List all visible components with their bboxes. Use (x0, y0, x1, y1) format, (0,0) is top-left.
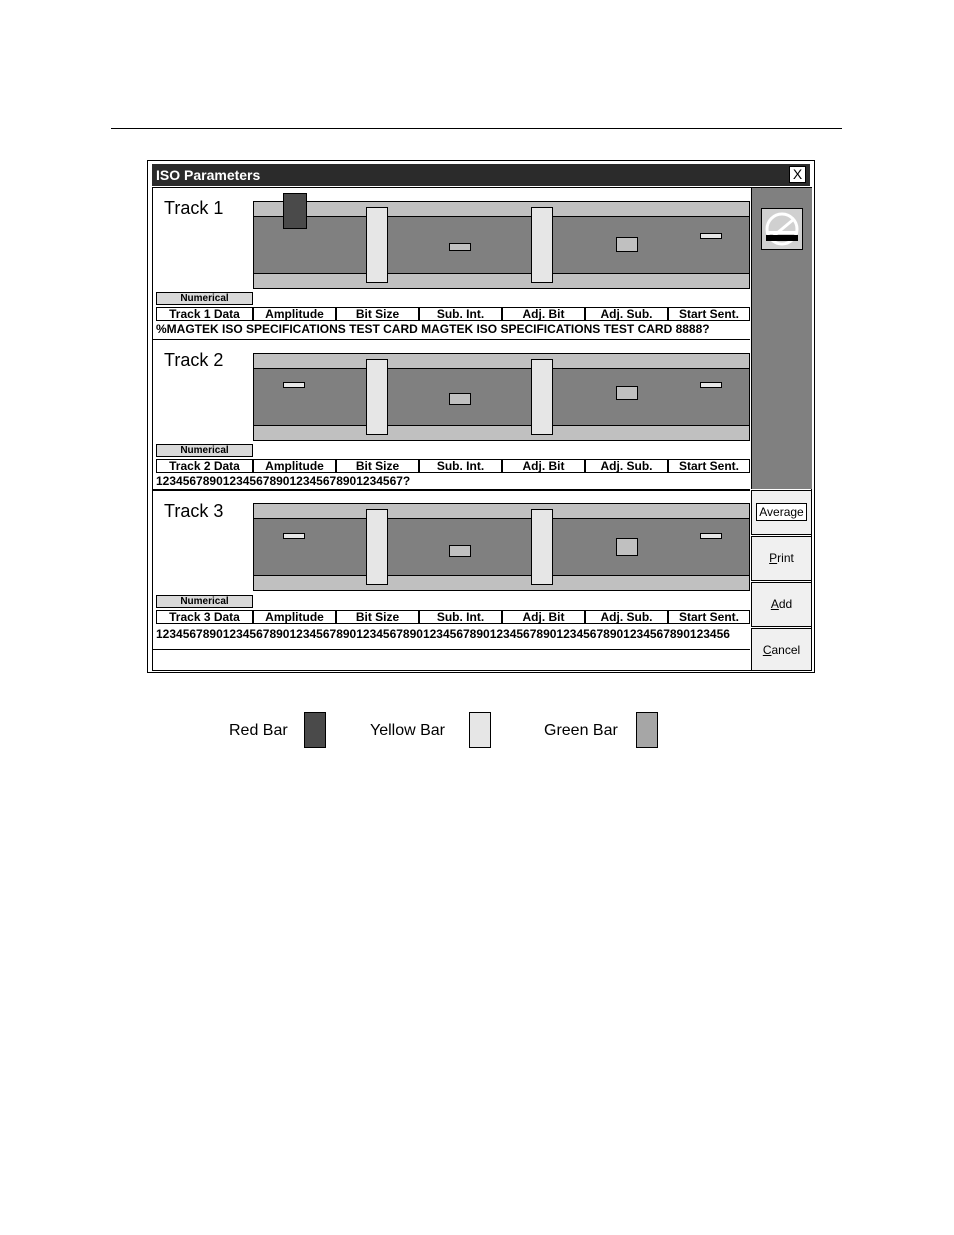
print-label: rint (777, 551, 794, 565)
col-bit-size[interactable]: Bit Size (336, 459, 419, 473)
legend-green-swatch (636, 712, 658, 748)
sub-int-marker (449, 545, 471, 557)
track-2-data: 1234567890123456789012345678901234567? (156, 474, 411, 488)
print-button[interactable] (751, 536, 812, 581)
average-button[interactable] (751, 490, 812, 535)
track-1-header-row (156, 307, 750, 321)
adj-sub-marker (616, 386, 638, 400)
start-sent-marker (700, 233, 722, 239)
col-adj-bit[interactable]: Adj. Bit (502, 307, 585, 321)
track-2-data-label: Track 2 Data (156, 459, 253, 473)
col-sub-int[interactable]: Sub. Int. (419, 459, 502, 473)
col-adj-sub[interactable]: Adj. Sub. (585, 610, 668, 624)
window-title: ISO Parameters (156, 167, 261, 183)
track-2 (153, 340, 750, 490)
adj-sub-marker (616, 538, 638, 556)
track-2-header-row (156, 459, 750, 473)
col-amplitude[interactable]: Amplitude (253, 307, 336, 321)
col-amplitude[interactable]: Amplitude (253, 610, 336, 624)
add-label: dd (778, 597, 793, 611)
col-amplitude[interactable]: Amplitude (253, 459, 336, 473)
track-1-data: %MAGTEK ISO SPECIFICATIONS TEST CARD MAGTEK ISO SPECIFICATIONS TEST CARD 8888? (156, 322, 710, 336)
close-icon[interactable]: X (789, 166, 806, 183)
bit-size-post (366, 207, 388, 283)
track-3 (153, 491, 750, 671)
print-mnemonic: P (769, 551, 778, 565)
legend-red-label: Red Bar (229, 722, 288, 739)
track-3-data-label: Track 3 Data (156, 610, 253, 624)
legend-yellow-swatch (469, 712, 491, 748)
track-1-gauge (253, 201, 750, 289)
cancel-mnemonic: C (762, 643, 772, 657)
col-start-sent[interactable]: Start Sent. (668, 610, 750, 624)
page-rule (111, 128, 842, 129)
track-3-gauge (253, 503, 750, 591)
gauge-bottom-rail (254, 425, 749, 440)
gauge-bottom-rail (254, 575, 749, 590)
track-1-label: Track 1 (164, 198, 224, 218)
add-mnemonic: A (770, 597, 779, 611)
track-3-label: Track 3 (164, 501, 224, 521)
track-2-gauge (253, 353, 750, 441)
track-2-label: Track 2 (164, 350, 224, 370)
adj-bit-post (531, 207, 553, 283)
track-1 (153, 188, 750, 339)
sub-int-marker (449, 393, 471, 405)
col-adj-bit[interactable]: Adj. Bit (502, 610, 585, 624)
col-bit-size[interactable]: Bit Size (336, 307, 419, 321)
add-button[interactable] (751, 582, 812, 627)
track-3-header-row (156, 610, 750, 624)
col-sub-int[interactable]: Sub. Int. (419, 307, 502, 321)
legend-yellow-label: Yellow Bar (370, 722, 446, 739)
adj-sub-marker (616, 237, 638, 252)
track-1-numerical-button[interactable]: Numerical (156, 292, 253, 305)
legend-green-label: Green Bar (544, 722, 618, 739)
title-bar (152, 164, 810, 186)
iso-parameters-window (147, 160, 815, 673)
col-sub-int[interactable]: Sub. Int. (419, 610, 502, 624)
right-panel (751, 188, 812, 489)
col-adj-sub[interactable]: Adj. Sub. (585, 459, 668, 473)
bit-size-post (366, 359, 388, 435)
average-label: Average (756, 503, 806, 521)
adj-bit-post (531, 509, 553, 585)
gauge-top-rail (254, 202, 749, 217)
col-start-sent[interactable]: Start Sent. (668, 459, 750, 473)
sub-int-marker (449, 243, 471, 251)
track-3-bottom-line (153, 649, 750, 650)
col-start-sent[interactable]: Start Sent. (668, 307, 750, 321)
bit-size-post (366, 509, 388, 585)
track-3-data: 12345678901234567890123456789012345678901234567890123456789012345678901234567890123456 (156, 627, 730, 641)
gauge-top-rail (254, 354, 749, 369)
cancel-label: ancel (771, 643, 801, 657)
start-sent-marker (700, 382, 722, 388)
amplitude-marker (283, 382, 305, 388)
col-adj-sub[interactable]: Adj. Sub. (585, 307, 668, 321)
track-3-numerical-button[interactable]: Numerical (156, 595, 253, 608)
start-sent-marker (700, 533, 722, 539)
gauge-top-rail (254, 504, 749, 519)
track-1-data-label: Track 1 Data (156, 307, 253, 321)
legend-red-swatch (304, 712, 326, 748)
track-2-numerical-button[interactable]: Numerical (156, 444, 253, 457)
col-adj-bit[interactable]: Adj. Bit (502, 459, 585, 473)
amplitude-marker (283, 533, 305, 539)
col-bit-size[interactable]: Bit Size (336, 610, 419, 624)
gauge-bottom-rail (254, 273, 749, 288)
tracks-panel (152, 187, 812, 671)
cancel-button[interactable] (751, 628, 812, 671)
adj-bit-post (531, 359, 553, 435)
card-reader-icon (761, 208, 803, 250)
amplitude-red-bar (283, 193, 307, 229)
